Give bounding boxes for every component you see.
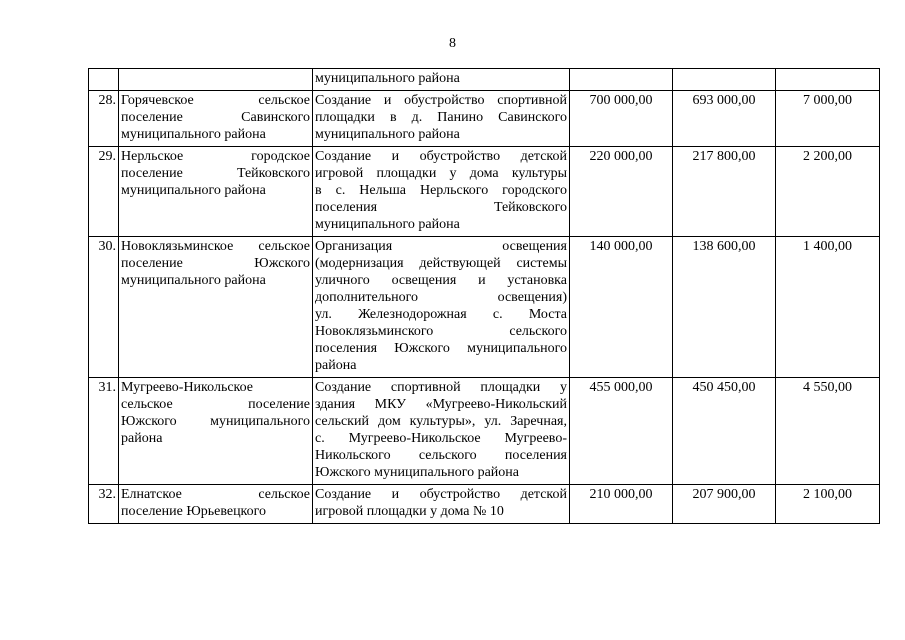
regional-amount: 217 800,00 bbox=[673, 147, 776, 237]
row-number: 30. bbox=[89, 237, 119, 378]
purpose-line: Создание и обустройство детской bbox=[315, 149, 567, 164]
row-number bbox=[89, 69, 119, 91]
purpose-line: Южского муниципального района bbox=[315, 465, 520, 480]
row-number: 32. bbox=[89, 485, 119, 524]
purpose-cell bbox=[313, 237, 570, 378]
purpose-line: игровой площадки у дома № 10 bbox=[315, 504, 504, 519]
purpose-cell bbox=[313, 147, 570, 237]
purpose-line: муниципального района bbox=[315, 71, 460, 86]
purpose-line: Создание и обустройство спортивной bbox=[315, 93, 567, 108]
local-amount: 7 000,00 bbox=[776, 91, 880, 147]
recipient-cell bbox=[119, 237, 313, 378]
total-amount: 140 000,00 bbox=[570, 237, 673, 378]
recipient-cell bbox=[119, 485, 313, 524]
purpose-line: Никольского сельского поселения bbox=[315, 448, 567, 463]
subsidy-table-body bbox=[89, 69, 880, 524]
purpose-line: (модернизация действующей системы bbox=[315, 256, 567, 271]
total-amount bbox=[570, 69, 673, 91]
recipient-cell bbox=[119, 147, 313, 237]
recipient-cell bbox=[119, 378, 313, 485]
purpose-line: здания МКУ «Мугреево-Никольский bbox=[315, 397, 567, 412]
table-row bbox=[89, 237, 880, 378]
recipient-line: поселение Тейковского bbox=[121, 166, 310, 181]
purpose-line: муниципального района bbox=[315, 127, 460, 142]
recipient-line: Елнатское сельское bbox=[121, 487, 310, 502]
recipient-cell bbox=[119, 69, 313, 91]
row-number: 29. bbox=[89, 147, 119, 237]
recipient-line: Мугреево-Никольское bbox=[121, 380, 254, 395]
recipient-line: района bbox=[121, 431, 163, 446]
purpose-line: поселения Тейковского bbox=[315, 200, 567, 215]
recipient-line: Горячевское сельское bbox=[121, 93, 310, 108]
purpose-line: Создание и обустройство детской bbox=[315, 487, 567, 502]
purpose-line: поселения Южского муниципального bbox=[315, 341, 567, 356]
purpose-cell bbox=[313, 485, 570, 524]
row-number: 31. bbox=[89, 378, 119, 485]
recipient-line: поселение Юрьевецкого bbox=[121, 504, 267, 519]
purpose-line: ул. Железнодорожная с. Моста bbox=[315, 307, 567, 322]
local-amount: 2 200,00 bbox=[776, 147, 880, 237]
local-amount: 4 550,00 bbox=[776, 378, 880, 485]
local-amount: 1 400,00 bbox=[776, 237, 880, 378]
regional-amount: 138 600,00 bbox=[673, 237, 776, 378]
purpose-line: игровой площадки у дома культуры bbox=[315, 166, 567, 181]
regional-amount: 450 450,00 bbox=[673, 378, 776, 485]
local-amount bbox=[776, 69, 880, 91]
purpose-line: дополнительного освещения) bbox=[315, 290, 567, 305]
recipient-line: муниципального района bbox=[121, 183, 266, 198]
purpose-line: сельский дом культуры», ул. Заречная, bbox=[315, 414, 567, 429]
table-row bbox=[89, 69, 880, 91]
purpose-cell bbox=[313, 69, 570, 91]
purpose-line: Новоклязьминского сельского bbox=[315, 324, 567, 339]
regional-amount: 207 900,00 bbox=[673, 485, 776, 524]
recipient-line: муниципального района bbox=[121, 273, 266, 288]
total-amount: 210 000,00 bbox=[570, 485, 673, 524]
recipient-line: Южского муниципального bbox=[121, 414, 310, 429]
subsidy-table bbox=[88, 68, 880, 524]
regional-amount: 693 000,00 bbox=[673, 91, 776, 147]
recipient-line: сельское поселение bbox=[121, 397, 310, 412]
recipient-line: поселение Южского bbox=[121, 256, 310, 271]
purpose-line: площадки в д. Панино Савинского bbox=[315, 110, 567, 125]
page-number: 8 bbox=[449, 36, 456, 51]
purpose-line: Создание спортивной площадки у bbox=[315, 380, 567, 395]
recipient-line: Нерльское городское bbox=[121, 149, 310, 164]
table-row bbox=[89, 378, 880, 485]
table-row bbox=[89, 91, 880, 147]
purpose-line: района bbox=[315, 358, 357, 373]
recipient-cell bbox=[119, 91, 313, 147]
total-amount: 700 000,00 bbox=[570, 91, 673, 147]
purpose-cell bbox=[313, 378, 570, 485]
recipient-line: муниципального района bbox=[121, 127, 266, 142]
purpose-line: в с. Нельша Нерльского городского bbox=[315, 183, 567, 198]
total-amount: 220 000,00 bbox=[570, 147, 673, 237]
recipient-line: поселение Савинского bbox=[121, 110, 310, 125]
local-amount: 2 100,00 bbox=[776, 485, 880, 524]
purpose-line: Организация освещения bbox=[315, 239, 567, 254]
purpose-line: уличного освещения и установка bbox=[315, 273, 567, 288]
purpose-line: с. Мугреево-Никольское Мугреево- bbox=[315, 431, 567, 446]
table-row bbox=[89, 147, 880, 237]
purpose-cell bbox=[313, 91, 570, 147]
table-row bbox=[89, 485, 880, 524]
row-number: 28. bbox=[89, 91, 119, 147]
recipient-line: Новоклязьминское сельское bbox=[121, 239, 310, 254]
regional-amount bbox=[673, 69, 776, 91]
purpose-line: муниципального района bbox=[315, 217, 460, 232]
total-amount: 455 000,00 bbox=[570, 378, 673, 485]
